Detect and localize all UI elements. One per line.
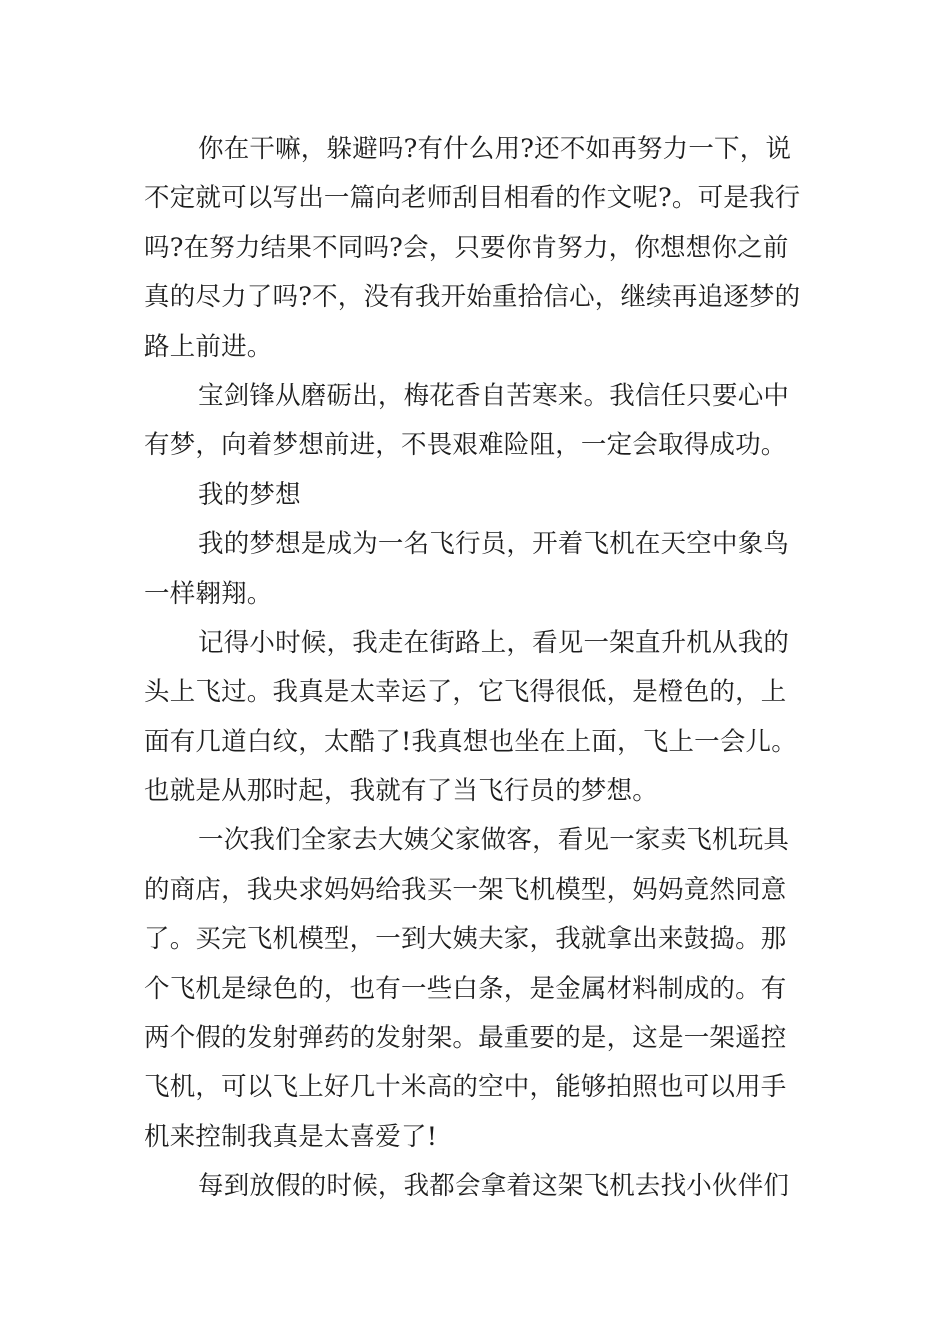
text-line: 不定就可以写出一篇向老师刮目相看的作文呢?。可是我行 bbox=[144, 183, 801, 214]
text-line: 路上前进。 bbox=[144, 331, 273, 362]
section-heading bbox=[144, 471, 806, 520]
paragraph-2 bbox=[144, 372, 806, 471]
text-line: 头上飞过。我真是太幸运了，它飞得很低，是橙色的，上 bbox=[144, 677, 787, 708]
text-line: 宝剑锋从磨砺出，梅花香自苦寒来。我信任只要心中 bbox=[198, 380, 790, 411]
text-line: 你在干嘛，躲避吗?有什么用?还不如再努力一下，说 bbox=[198, 134, 792, 164]
text-line: 飞机，可以飞上好几十米高的空中，能够拍照也可以用手 bbox=[144, 1072, 787, 1103]
paragraph-5 bbox=[144, 816, 806, 1162]
paragraph-1 bbox=[144, 125, 806, 372]
text-line: 的商店，我央求妈妈给我买一架飞机模型，妈妈竟然同意 bbox=[144, 874, 787, 905]
text-line: 一样翱翔。 bbox=[144, 578, 273, 609]
text-line: 真的尽力了吗?不，没有我开始重拾信心，继续再追逐梦的 bbox=[144, 282, 801, 313]
paragraph-3 bbox=[144, 520, 806, 619]
text-line: 每到放假的时候，我都会拿着这架飞机去找小伙伴们 bbox=[198, 1171, 790, 1202]
text-line: 机来控制我真是太喜爱了! bbox=[144, 1121, 438, 1152]
text-line: 我的梦想是成为一名飞行员，开着飞机在天空中象鸟 bbox=[198, 529, 790, 560]
document-page bbox=[144, 125, 806, 1212]
text-line: 面有几道白纹，太酷了!我真想也坐在上面，飞上一会儿。 bbox=[144, 726, 797, 757]
heading-text: 我的梦想 bbox=[198, 479, 301, 510]
paragraph-6 bbox=[144, 1162, 806, 1211]
text-line: 吗?在努力结果不同吗?会，只要你肯努力，你想想你之前 bbox=[144, 232, 789, 263]
paragraph-4 bbox=[144, 619, 806, 817]
text-line: 也就是从那时起，我就有了当飞行员的梦想。 bbox=[144, 776, 659, 807]
text-line: 个飞机是绿色的，也有一些白条，是金属材料制成的。有 bbox=[144, 973, 787, 1004]
text-line: 了。买完飞机模型，一到大姨夫家，我就拿出来鼓捣。那 bbox=[144, 924, 787, 955]
text-line: 有梦，向着梦想前进，不畏艰难险阻，一定会取得成功。 bbox=[144, 430, 787, 461]
text-line: 一次我们全家去大姨父家做客，看见一家卖飞机玩具 bbox=[198, 825, 790, 856]
text-line: 两个假的发射弹药的发射架。最重要的是，这是一架遥控 bbox=[144, 1023, 787, 1054]
text-line: 记得小时候，我走在街路上，看见一架直升机从我的 bbox=[198, 627, 790, 658]
